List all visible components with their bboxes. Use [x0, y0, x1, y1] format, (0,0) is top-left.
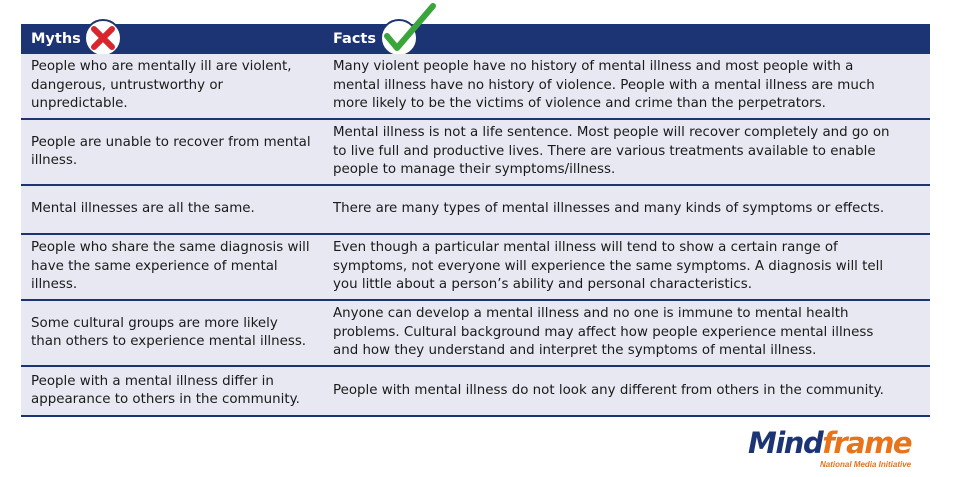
myth-cell: Some cultural groups are more likely than others to experience mental illness.: [31, 315, 307, 349]
table-header: [21, 24, 930, 54]
table-row: [21, 301, 930, 367]
logo-wordmark: [748, 426, 912, 460]
cross-icon: [83, 18, 123, 58]
mindframe-logo: [748, 426, 912, 469]
fact-cell: People with mental illness do not look any different from others in the community.: [333, 382, 884, 398]
table-row: [21, 367, 930, 417]
myth-cell: People who share the same diagnosis will have the same experience of mental illness.: [31, 240, 310, 293]
fact-cell: Even though a particular mental illness will tend to show a certain range of symptoms, not everyone will experience the same symptoms. A diagnosis will tell you little about a person’s ability and personal characteristics.: [333, 240, 884, 293]
myth-cell: People with a mental illness differ in appearance to others in the community.: [31, 373, 300, 407]
logo-frame: frame: [822, 426, 912, 460]
myth-cell: People who are mentally ill are violent, dangerous, untrustworthy or unpredictable.: [31, 59, 292, 112]
table-row: [21, 54, 930, 120]
fact-cell: Mental illness is not a life sentence. Most people will recover completely and go on to live full and productive lives. There are various treatments available to enable people to manage their symptoms/illness.: [333, 125, 890, 178]
fact-cell: Anyone can develop a mental illness and no one is immune to mental health problems. Cultural background may affect how people experience mental illness and how they understand and interpret the symptoms of mental illness.: [333, 306, 874, 359]
table-row: [21, 235, 930, 301]
table-row: [21, 120, 930, 186]
myths-facts-table: [21, 24, 930, 417]
logo-mind: Mind: [748, 426, 823, 460]
facts-header: Facts: [333, 31, 376, 47]
myths-header: Myths: [31, 31, 81, 47]
fact-cell: There are many types of mental illnesses and many kinds of symptoms or effects.: [333, 201, 885, 217]
fact-cell: Many violent people have no history of mental illness and most people with a mental illness have no history of violence. People with a mental illness are much more likely to be the victims of violence and crime than the perpetrators.: [333, 59, 875, 112]
myth-cell: Mental illnesses are all the same.: [31, 201, 255, 217]
logo-tagline: National Media Initiative: [820, 460, 912, 469]
check-icon: [373, 2, 439, 58]
table-row: [21, 186, 930, 235]
myth-cell: People are unable to recover from mental illness.: [31, 134, 311, 168]
